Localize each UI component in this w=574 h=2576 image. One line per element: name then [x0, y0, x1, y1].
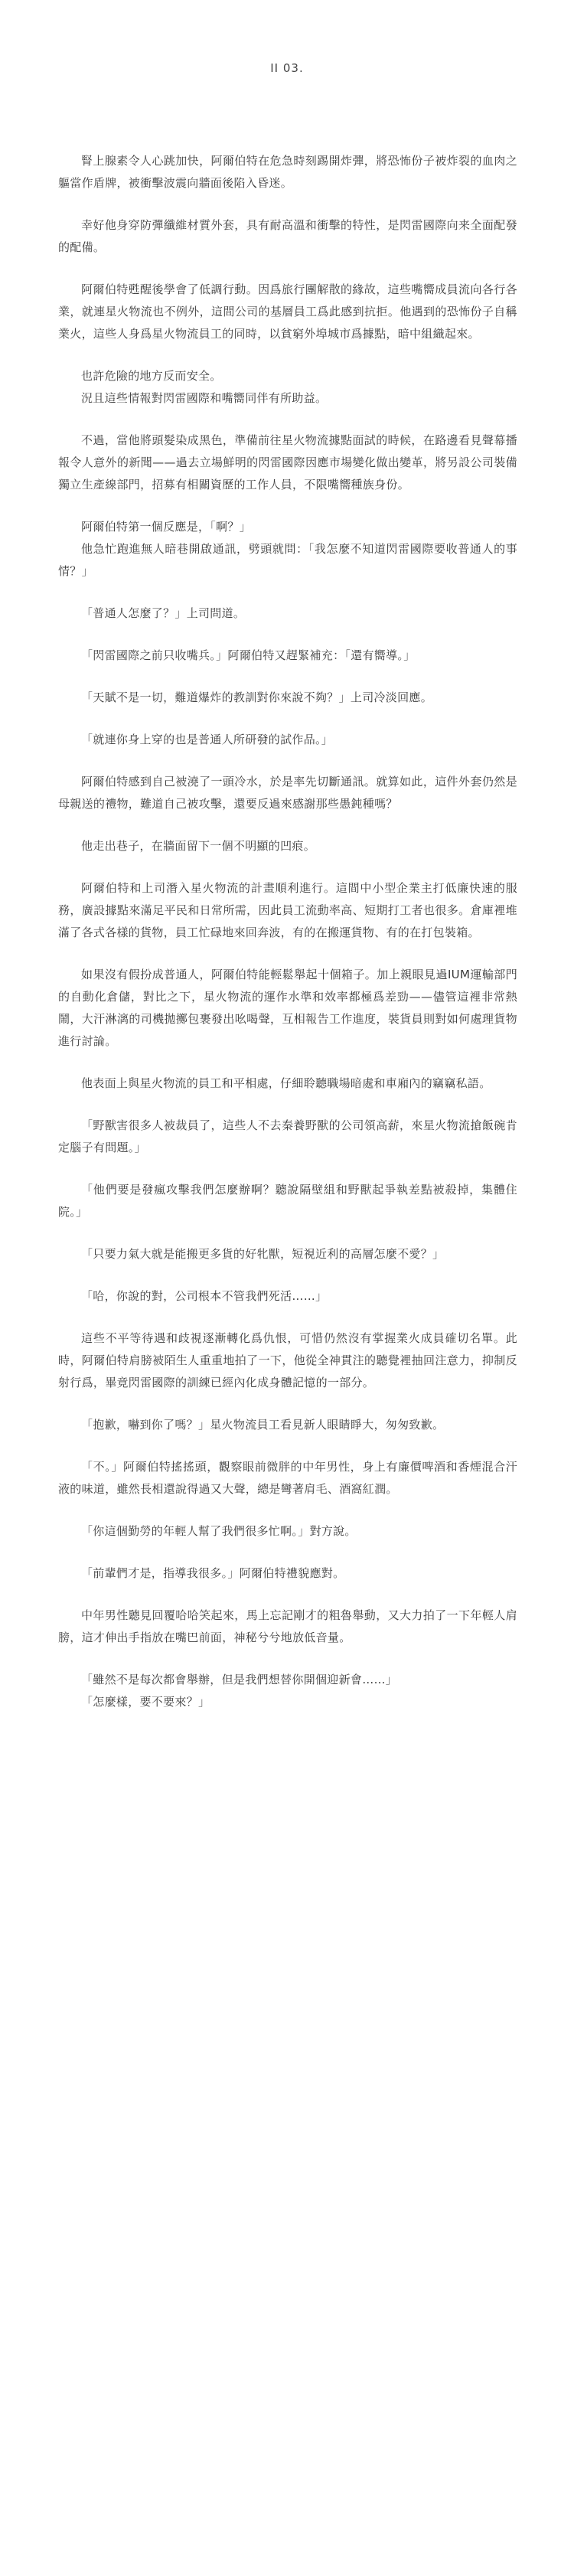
paragraph: 他表面上與星火物流的員工和平相處，仔細聆聽職場暗處和車廂內的竊竊私語。 — [81, 1076, 491, 1090]
paragraph-block — [58, 516, 517, 583]
paragraph: 「野獸害很多人被裁員了，這些人不去秦養野獸的公司領高薪，來星火物流搶飯碗肯定腦子有問題。」 — [58, 1118, 517, 1154]
paragraph-block — [58, 365, 517, 410]
paragraph: 這些不平等待遇和歧視逐漸轉化爲仇恨，可惜仍然沒有掌握業火成員確切名單。此時，阿爾伯特肩膀被陌生人重重地拍了一下，他從全神貫注的聽覺裡抽回注意力，抑制反射行爲，畢竟閃雷國際的訓練已經內化成身體記憶的一部分。 — [58, 1331, 517, 1389]
paragraph: 也許危險的地方反而安全。 — [81, 369, 222, 383]
paragraph-block — [58, 687, 517, 709]
paragraph: 幸好他身穿防彈纖維材質外套，具有耐高溫和衝擊的特性，是閃雷國際向来全面配發的配備。 — [58, 218, 517, 254]
paragraph: 「就連你身上穿的也是普通人所研發的試作品。」 — [81, 733, 334, 746]
paragraph-block — [58, 1520, 517, 1543]
paragraph-block — [58, 1073, 517, 1095]
paragraph-block — [58, 645, 517, 667]
paragraph-block — [58, 1669, 517, 1713]
paragraph-block — [58, 279, 517, 345]
paragraph-block — [58, 835, 517, 857]
paragraph-block — [58, 1179, 517, 1223]
paragraph: 他急忙跑進無人暗巷開啟通訊，劈頭就問：「我怎麼不知道閃雷國際要收普通人的事情？」 — [58, 542, 517, 578]
paragraph-block — [58, 1243, 517, 1265]
paragraph-block — [58, 1456, 517, 1500]
paragraph: 他走出巷子，在牆面留下一個不明顯的凹痕。 — [81, 839, 316, 853]
paragraph-block — [58, 1115, 517, 1159]
paragraph-block — [58, 429, 517, 496]
paragraph: 「天賦不是一切，難道爆炸的教訓對你來說不夠？」上司冷淡回應。 — [81, 691, 433, 704]
paragraph: 「怎麼樣，要不要來？」 — [81, 1695, 210, 1709]
paragraph-block — [58, 1285, 517, 1308]
paragraph: 阿爾伯特和上司潛入星火物流的計畫順利進行。這間中小型企業主打低廉快速的服務，廣設據點來滿足平民和日常所需，因此員工流動率高、短期打工者也很多。倉庫裡堆滿了各式各樣的貨物，員工忙碌地來回奔波，有的在搬運貨物、有的在打包裝箱。 — [58, 881, 517, 939]
paragraph: 不過，當他將頭髮染成黑色，準備前往星火物流據點面試的時候，在路邊看見聲幕播報令人意外的新聞——過去立場鮮明的閃雷國際因應市場變化做出變革，將另設公司裝備獨立生產線部門，招募有相關資歷的工作人員，不限嘴嚮種族身份。 — [58, 433, 517, 491]
paragraph: 況且這些情報對閃雷國際和嘴嚮同伴有所助益。 — [81, 391, 328, 405]
paragraph-block — [58, 150, 517, 194]
paragraph: 腎上腺素令人心跳加快，阿爾伯特在危急時刻踢開炸彈，將恐怖份子被炸裂的血肉之軀當作盾牌，被衝擊波震向牆面後陷入昏迷。 — [58, 154, 517, 190]
paragraph: 「閃雷國際之前只收嘴兵。」阿爾伯特又趕緊補充：「還有嚮導。」 — [81, 648, 416, 662]
paragraph-block — [58, 877, 517, 944]
paragraph: 「不。」阿爾伯特搖搖頭，觀察眼前微胖的中年男性，身上有廉價啤酒和香煙混合汗液的味道，雖然長相還說得過又大聲，總是彎著肩毛、酒窩紅潤。 — [58, 1460, 517, 1496]
article-body — [58, 150, 517, 1733]
paragraph: 「抱歉，嚇到你了嗎？」星火物流員工看見新人眼睛睜大，匆匆致歉。 — [81, 1418, 445, 1432]
paragraph: 中年男性聽見回覆哈哈笑起來，馬上忘記剛才的粗魯舉動，又大力拍了一下年輕人肩膀，這才伸出手指放在嘴巴前面，神秘兮兮地放低音量。 — [58, 1608, 517, 1644]
paragraph: 如果沒有假扮成普通人，阿爾伯特能輕鬆舉起十個箱子。加上親眼見過IUM運輸部門的自動化倉儲，對比之下，星火物流的運作水準和效率都極爲差勁——儘管這裡非常熱鬧，大汗淋漓的司機拋擲包裹發出吆喝聲，互相報告工作進度，裝貨員則對如何處理貨物進行討論。 — [58, 968, 517, 1048]
chapter-title: II 03. — [270, 61, 304, 75]
paragraph-block — [58, 964, 517, 1053]
paragraph-block — [58, 1605, 517, 1649]
paragraph: 「你這個勤勞的年輕人幫了我們很多忙啊。」對方說。 — [81, 1524, 357, 1538]
paragraph: 「雖然不是每次都會舉辦，但是我們想替你開個迎新會……」 — [81, 1673, 398, 1686]
paragraph-block — [58, 214, 517, 259]
paragraph-block — [58, 1562, 517, 1585]
paragraph-block — [58, 1414, 517, 1436]
paragraph-block — [58, 1327, 517, 1394]
paragraph: 「只要力氣大就是能搬更多貨的好牝獸，短視近利的高層怎麼不愛？」 — [81, 1247, 445, 1261]
paragraph: 「哈，你說的對，公司根本不管我們死活……」 — [81, 1289, 328, 1303]
paragraph: 阿爾伯特第一個反應是，「啊？」 — [81, 520, 252, 534]
paragraph: 阿爾伯特甦醒後學會了低調行動。因爲旅行團解散的緣故，這些嘴嚮成員流向各行各業，就連星火物流也不例外，這間公司的基層員工爲此感到抗拒。他遇到的恐怖份子自稱業火，這些人身爲星火物流員工的同時，以貧窮外埠城市爲據點，暗中組織起來。 — [58, 282, 517, 341]
paragraph: 阿爾伯特感到自己被澆了一頭冷水，於是率先切斷通訊。就算如此，這件外套仍然是母親送的禮物，難道自己被攻擊，還要反過來感謝那些愚鈍種嗎？ — [58, 775, 517, 811]
paragraph: 「普通人怎麼了？」上司問道。 — [81, 606, 246, 620]
paragraph: 「他們要是發瘋攻擊我們怎麼辦啊？聽說隔壁組和野獸起爭執差點被殺掉，集體住院。」 — [58, 1183, 517, 1219]
paragraph: 「前輩們才是，指導我很多。」阿爾伯特禮貌應對。 — [81, 1566, 345, 1580]
paragraph-block — [58, 602, 517, 625]
paragraph-block — [58, 729, 517, 751]
paragraph-block — [58, 771, 517, 815]
